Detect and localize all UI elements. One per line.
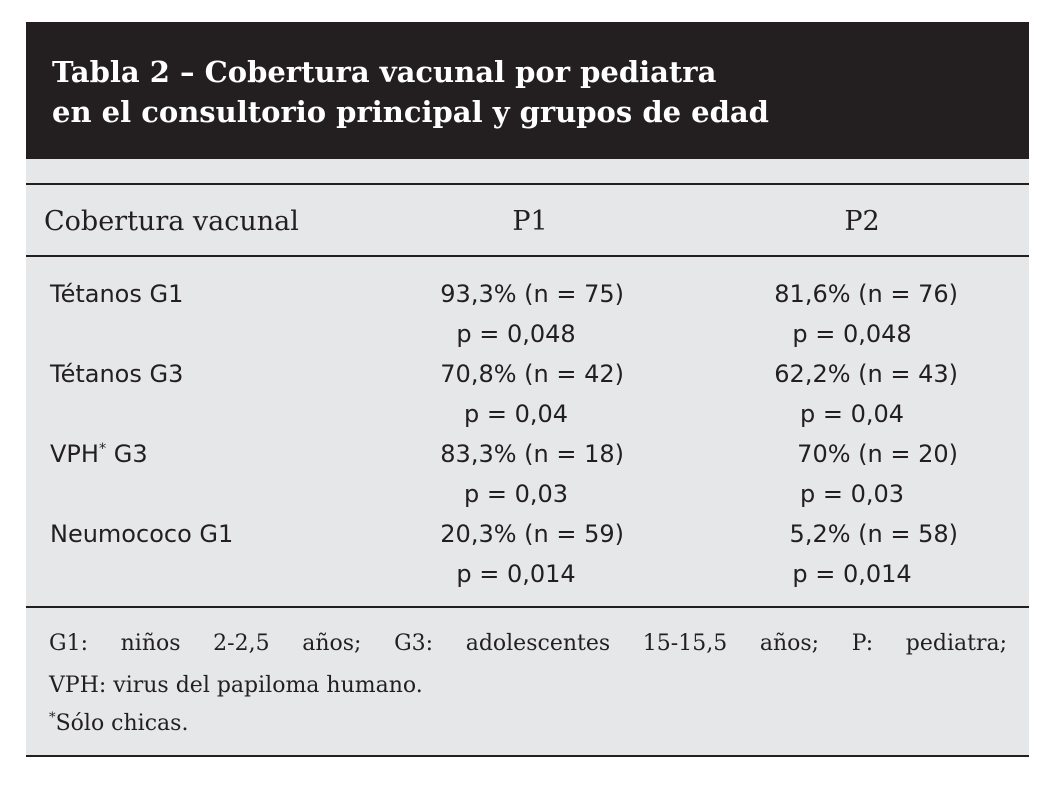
header-top-rule <box>26 183 1029 185</box>
footnote-girls-only: *Sólo chicas. <box>49 710 189 736</box>
row-tetanos-g3-p2: 62,2% (n = 43) <box>774 360 958 388</box>
row-tetanos-g3-p2-pvalue: p = 0,04 <box>799 400 905 428</box>
row-vph-g3-p2-pvalue: p = 0,03 <box>799 480 905 508</box>
row-neumococo-g1-p1-pvalue: p = 0,014 <box>456 560 576 588</box>
table-title-bar <box>26 22 1029 159</box>
row-vph-g3-p1-pvalue: p = 0,03 <box>463 480 569 508</box>
table-title-line-2: en el consultorio principal y grupos de edad <box>52 95 769 129</box>
row-label-vph-g3: VPH* G3 <box>50 440 148 468</box>
row-neumococo-g1-p2-pvalue: p = 0,014 <box>792 560 912 588</box>
row-vph-g3-p2: 70% (n = 20) <box>797 440 958 468</box>
row-vph-g3-p1: 83,3% (n = 18) <box>440 440 624 468</box>
row-label-neumococo-g1: Neumococo G1 <box>50 520 234 548</box>
table-title-line-1: Tabla 2 – Cobertura vacunal por pediatra <box>52 55 717 89</box>
footnote-vph: VPH: virus del papiloma humano. <box>49 673 423 698</box>
row-label-vph-footnote-mark: * <box>98 441 107 457</box>
footnote-abbreviations: G1: niños 2-2,5 años; G3: adolescentes 15-15,5 años; P: pediatra; <box>49 631 1007 656</box>
header-p1: P1 <box>512 206 548 237</box>
footnote-mark: * <box>49 710 56 726</box>
header-coverage: Cobertura vacunal <box>44 206 299 237</box>
row-label-tetanos-g3: Tétanos G3 <box>50 360 184 388</box>
table-bottom-rule <box>26 755 1029 757</box>
header-bottom-rule <box>26 255 1029 257</box>
row-tetanos-g3-p1-pvalue: p = 0,04 <box>463 400 569 428</box>
row-neumococo-g1-p2: 5,2% (n = 58) <box>789 520 958 548</box>
row-label-tetanos-g1: Tétanos G1 <box>50 280 184 308</box>
row-tetanos-g1-p1: 93,3% (n = 75) <box>440 280 624 308</box>
row-tetanos-g3-p1: 70,8% (n = 42) <box>440 360 624 388</box>
vaccine-coverage-table <box>26 22 1029 757</box>
row-tetanos-g1-p2-pvalue: p = 0,048 <box>792 320 912 348</box>
row-neumococo-g1-p1: 20,3% (n = 59) <box>440 520 624 548</box>
row-tetanos-g1-p1-pvalue: p = 0,048 <box>456 320 576 348</box>
row-tetanos-g1-p2: 81,6% (n = 76) <box>774 280 958 308</box>
body-bottom-rule <box>26 606 1029 608</box>
header-p2: P2 <box>844 206 880 237</box>
